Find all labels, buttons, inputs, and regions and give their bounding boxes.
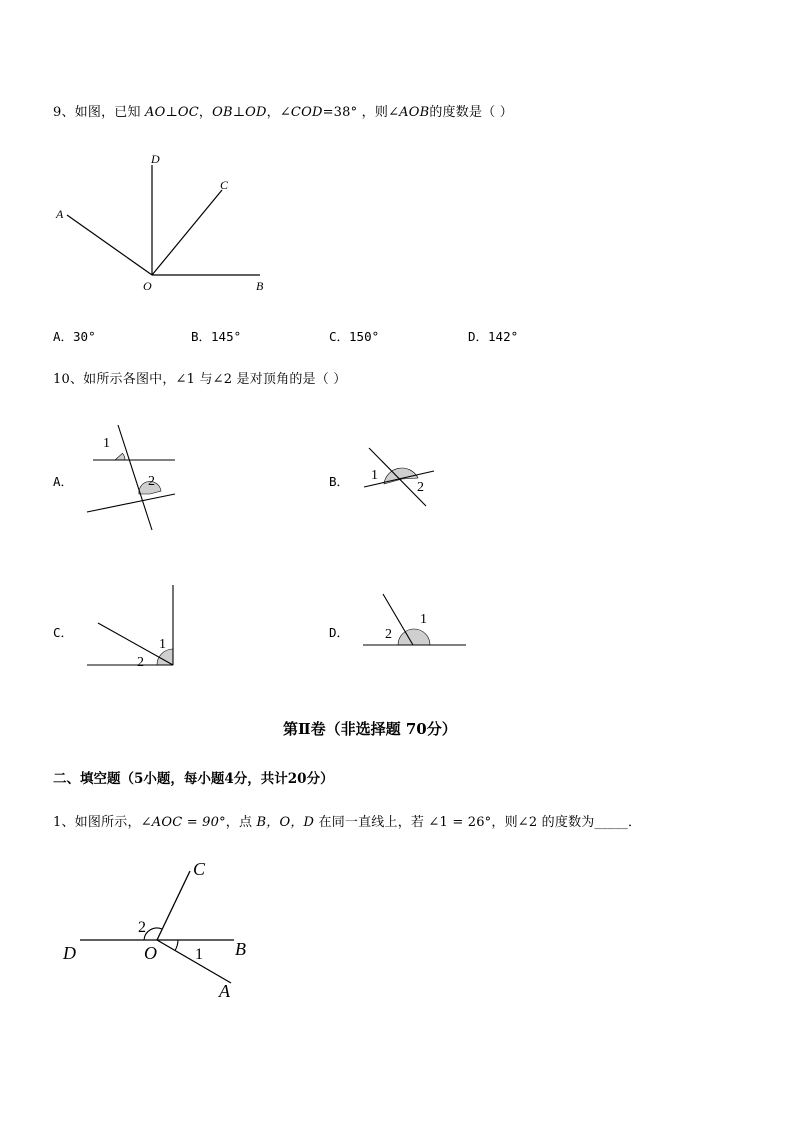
perp-relation-2: OB⊥OD (212, 105, 267, 120)
question-number: 1、 (53, 815, 75, 830)
q10-d-angle-1: 1 (420, 612, 427, 627)
label-o: O (143, 279, 152, 293)
q10-b-angle-1: 1 (371, 468, 378, 483)
q10-a-angle-2: 2 (148, 474, 155, 489)
ray-oa (157, 940, 231, 983)
q10-option-b-letter[interactable]: B． (329, 474, 350, 489)
separator: ， (266, 105, 280, 120)
label-a: A (219, 981, 230, 1001)
angle-1-arc (175, 940, 178, 951)
q9-option-b[interactable]: B．145° (191, 329, 242, 344)
q10-option-a-letter[interactable]: A． (53, 474, 74, 489)
collinear-points: B，O，D (256, 815, 315, 830)
q10-a-angle-1: 1 (103, 436, 110, 451)
label-d: D (151, 152, 160, 166)
angle-2-label: 2 (138, 919, 146, 936)
q9-option-c[interactable]: C．150° (329, 329, 380, 344)
q10-c-angle-1: 1 (159, 637, 166, 652)
q10-d-angle-2: 2 (385, 627, 392, 642)
stem-text: ，点 (225, 815, 257, 830)
stem-text: 在同一直线上，若 (314, 815, 429, 830)
label-c: C (193, 859, 206, 879)
given-angle-value: =38° (322, 105, 358, 120)
part2-title: 第Ⅱ卷（非选择题 70分） (283, 720, 457, 738)
section-heading: 二、填空题（5小题，每小题4分，共计20分） (53, 771, 334, 787)
q10-c-angle-2: 2 (137, 655, 144, 670)
stem-text: 如图，已知 (74, 105, 146, 120)
label-o: O (144, 943, 157, 963)
question-10-stem: 10、如所示各图中，∠1 与∠2 是对顶角的是（ ） (53, 372, 347, 387)
q10-option-c-letter[interactable]: C． (53, 625, 74, 640)
stem-text: ，则∠2 的度数为 (491, 815, 595, 830)
q9-option-d[interactable]: D．142° (468, 329, 519, 344)
label-a: A (56, 207, 64, 221)
stem-text: 如图所示， (74, 815, 141, 830)
perp-relation-1: AO⊥OC (145, 105, 199, 120)
separator: ， (198, 105, 213, 120)
label-c: C (220, 178, 229, 192)
given-angle: ∠COD (279, 105, 323, 120)
label-d: D (63, 943, 76, 963)
given-condition: ∠1 = 26° (428, 815, 492, 830)
given-angle: ∠AOC = 90° (140, 815, 226, 830)
q10-b-angle-2: 2 (417, 480, 424, 495)
answer-blank[interactable]: _____ (594, 815, 628, 830)
label-b: B (256, 279, 264, 293)
ray-oc (157, 871, 190, 940)
label-b: B (235, 939, 246, 959)
asked-angle: ∠AOB (388, 105, 430, 120)
question-number: 9、 (53, 105, 75, 120)
q10-option-d-letter[interactable]: D． (329, 625, 350, 640)
stem-text: ． (628, 815, 642, 830)
q9-option-a[interactable]: A．30° (53, 329, 96, 344)
angle-1-label: 1 (195, 946, 203, 963)
stem-text: 的度数是（ ） (429, 105, 513, 120)
stem-text: ，则 (357, 105, 389, 120)
